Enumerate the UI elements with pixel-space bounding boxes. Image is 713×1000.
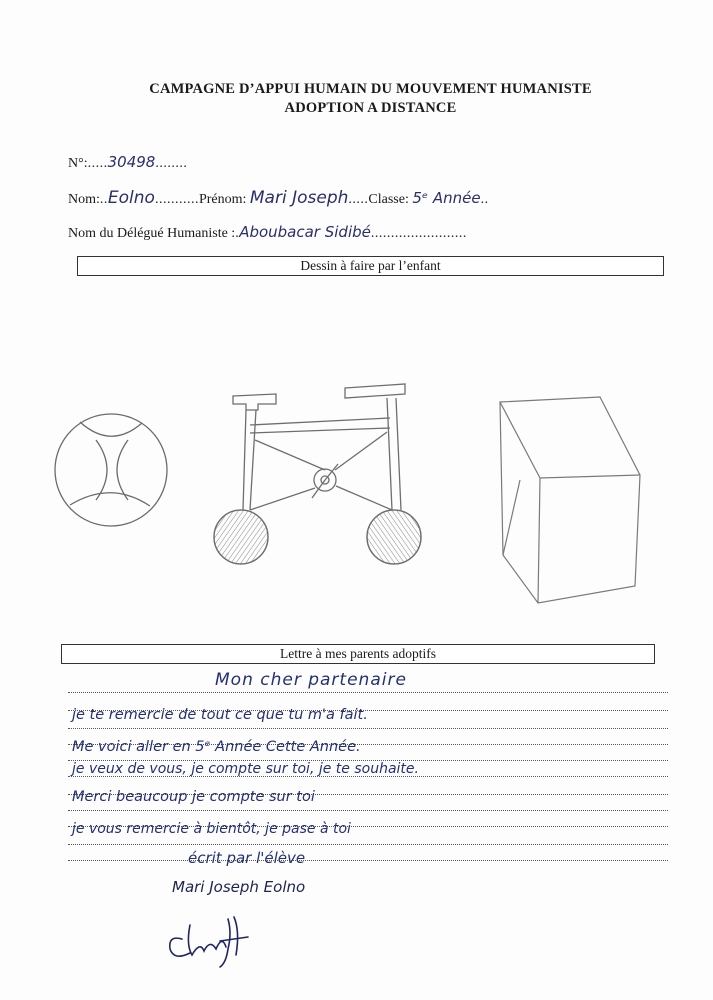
letter-section-title: Lettre à mes parents adoptifs bbox=[61, 644, 655, 664]
delegate-row: Nom du Délégué Humaniste :.Aboubacar Sidibé........................ bbox=[68, 223, 467, 241]
letter-line-1: je te remercie de tout ce que tu m'a fait. bbox=[72, 707, 368, 723]
letter-line-4: Merci beaucoup je compte sur toi bbox=[72, 789, 315, 805]
identity-row: Nom:..Eolno...........Prénom: Mari Joseph.....Classe: 5ᵉ Année.. bbox=[68, 188, 489, 208]
nom-value: Eolno bbox=[107, 188, 155, 208]
letter-line-2: Me voici aller en 5ᵉ Année Cette Année. bbox=[72, 739, 361, 755]
letter-line bbox=[68, 692, 668, 693]
number-value: 30498 bbox=[107, 153, 156, 171]
drawing-section-title: Dessin à faire par l’enfant bbox=[77, 256, 664, 276]
number-label: N°: bbox=[68, 156, 88, 171]
form-title-line1: CAMPAGNE D’APPUI HUMAIN DU MOUVEMENT HUMANISTE bbox=[149, 81, 592, 97]
classe-label: Classe: bbox=[368, 192, 409, 207]
letter-line-3: je veux de vous, je compte sur toi, je te souhaite. bbox=[72, 761, 419, 777]
delegate-value: Aboubacar Sidibé bbox=[239, 223, 371, 241]
prenom-label: Prénom: bbox=[198, 192, 247, 207]
letter-greeting: Mon cher partenaire bbox=[215, 670, 407, 690]
letter-signoff-name: Mari Joseph Eolno bbox=[172, 878, 306, 896]
letter-line bbox=[68, 844, 668, 845]
letter-line bbox=[68, 728, 668, 729]
classe-value: 5ᵉ Année bbox=[412, 189, 481, 207]
nom-label: Nom: bbox=[68, 192, 100, 207]
letter-line-6: écrit par l'élève bbox=[188, 849, 306, 867]
prenom-value: Mari Joseph bbox=[249, 188, 349, 208]
number-field: N°:.....30498........ bbox=[68, 153, 188, 171]
delegate-label: Nom du Délégué Humaniste : bbox=[68, 226, 236, 241]
letter-line bbox=[68, 860, 668, 861]
letter-line-5: je vous remercie à bientôt, je pase à toi bbox=[72, 821, 351, 837]
letter-ruled-lines bbox=[68, 0, 668, 1000]
form-title-line2: ADOPTION A DISTANCE bbox=[284, 100, 457, 116]
letter-line bbox=[68, 810, 668, 811]
signature-mark bbox=[160, 905, 260, 975]
